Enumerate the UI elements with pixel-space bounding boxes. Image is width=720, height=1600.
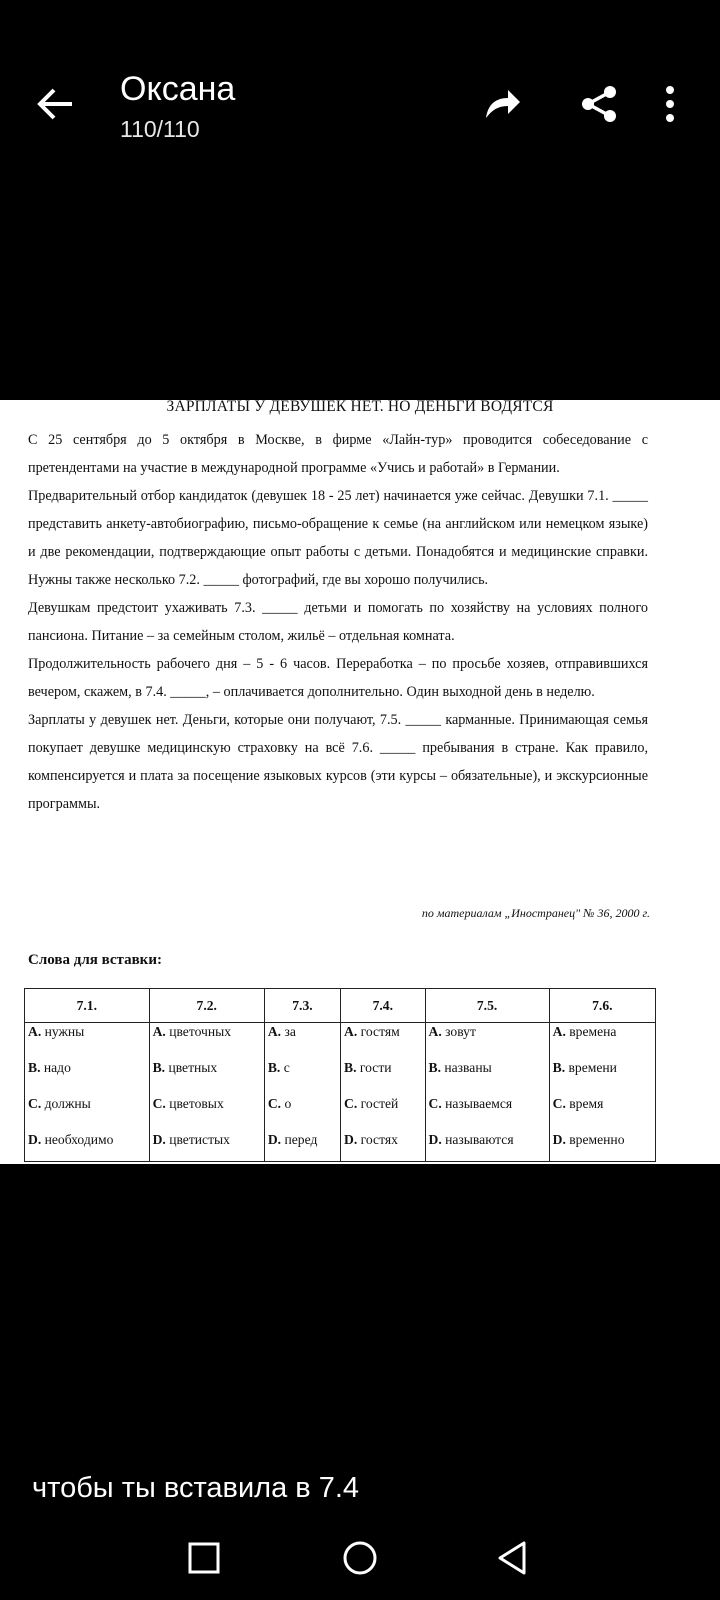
column-header: 7.6.	[549, 989, 655, 1023]
option-cell	[425, 1095, 549, 1131]
option-letter: D.	[344, 1132, 358, 1147]
table-row	[25, 1023, 656, 1060]
option-cell	[149, 1095, 264, 1131]
paragraph-4: Продолжительность рабочего дня – 5 - 6 часов. Переработка – по просьбе хозяев, отправившихся вечером, скажем, в 7.4. _____, – оплачивается дополнительно. Один выходной день в неделю.	[28, 656, 648, 700]
options-table	[24, 988, 656, 1162]
source-citation: по материалам „Иностранец" № 36, 2000 г.	[421, 906, 650, 920]
option-word: перед	[284, 1132, 318, 1147]
option-letter: B.	[428, 1060, 441, 1075]
option-letter: A.	[428, 1024, 442, 1039]
option-letter: C.	[152, 1096, 166, 1111]
forward-arrow-icon[interactable]	[480, 82, 524, 126]
document-title: ЗАРПЛАТЫ У ДЕВУШЕК НЕТ. НО ДЕНЬГИ ВОДЯТСЯ	[166, 398, 554, 415]
option-cell	[341, 1059, 425, 1095]
option-letter: C.	[428, 1096, 442, 1111]
option-word: называемся	[445, 1096, 513, 1111]
option-letter: D.	[552, 1132, 566, 1147]
option-word: цветистых	[169, 1132, 230, 1147]
column-header: 7.5.	[425, 989, 549, 1023]
option-cell	[425, 1131, 549, 1162]
option-cell	[341, 1023, 425, 1060]
option-word: гостям	[360, 1024, 400, 1039]
option-word: нужны	[44, 1024, 85, 1039]
option-cell	[149, 1023, 264, 1060]
viewer-toolbar	[0, 0, 720, 210]
paragraph-2: Предварительный отбор кандидаток (девушек 18 - 25 лет) начинается уже сейчас. Девушки 7.1. _____ представить анкету-автобиографию, письмо-обращение к семье (на английском или немецком языке) и две рекомендации, подтверждающие опыт работы с детьми. Понадобятся и медицинские справки. Нужны также несколько 7.2. _____ фотографий, где вы хорошо получились.	[28, 488, 648, 588]
option-cell	[549, 1131, 655, 1162]
option-letter: B.	[344, 1060, 357, 1075]
option-cell	[549, 1023, 655, 1060]
share-icon[interactable]	[578, 82, 622, 126]
option-cell	[25, 1059, 150, 1095]
option-letter: C.	[267, 1096, 282, 1111]
option-letter: C.	[28, 1096, 42, 1111]
option-word: надо	[43, 1060, 71, 1075]
option-word: гостях	[360, 1132, 398, 1147]
more-vert-icon[interactable]	[658, 82, 682, 126]
circle-home-icon[interactable]	[340, 1538, 380, 1578]
option-letter: D.	[428, 1132, 442, 1147]
triangle-back-icon[interactable]	[494, 1538, 534, 1578]
option-word: необходимо	[44, 1132, 114, 1147]
option-letter: A.	[344, 1024, 358, 1039]
option-word: о	[284, 1096, 292, 1111]
arrow-left-icon[interactable]	[36, 84, 76, 124]
option-letter: D.	[28, 1132, 42, 1147]
option-word: зовут	[445, 1024, 476, 1039]
option-cell	[149, 1059, 264, 1095]
paragraph-5: Зарплаты у девушек нет. Деньги, которые они получают, 7.5. _____ карманные. Принимающая семья покупает девушке медицинскую страховку на всё 7.6. _____ пребывания в стране. Как правило, компенсируется и плата за посещение языковых курсов (эти курсы – обязательные), и экскурсионные программы.	[28, 712, 648, 812]
option-word: гостей	[360, 1096, 399, 1111]
words-heading: Слова для вставки:	[28, 952, 162, 968]
option-cell	[549, 1059, 655, 1095]
column-header: 7.4.	[341, 989, 425, 1023]
paragraph-1: С 25 сентября до 5 октября в Москве, в фирме «Лайн-тур» проводится собеседование с претендентами на участие в международной программе «Учись и работай» в Германии.	[28, 432, 648, 476]
option-word: с	[283, 1060, 290, 1075]
option-word: должны	[44, 1096, 91, 1111]
option-letter: B.	[152, 1060, 166, 1075]
column-header: 7.3.	[264, 989, 340, 1023]
image-caption: чтобы ты вставила в 7.4	[32, 1472, 360, 1504]
option-cell	[149, 1131, 264, 1162]
option-cell	[425, 1023, 549, 1060]
option-cell	[425, 1059, 549, 1095]
option-letter: B.	[267, 1060, 281, 1075]
option-cell	[264, 1023, 340, 1060]
option-cell	[341, 1131, 425, 1162]
option-word: называются	[445, 1132, 514, 1147]
sender-name: Оксана	[120, 70, 236, 108]
option-cell	[264, 1131, 340, 1162]
option-word: время	[569, 1096, 604, 1111]
option-cell	[264, 1095, 340, 1131]
table-row	[25, 1131, 656, 1162]
paragraph-3: Девушкам предстоит ухаживать 7.3. _____ детьми и помогать по хозяйству на условиях полного пансиона. Питание – за семейным столом, жильё – отдельная комната.	[28, 600, 648, 644]
option-word: гости	[359, 1060, 392, 1075]
option-word: цветочных	[169, 1024, 232, 1039]
table-row	[25, 1095, 656, 1131]
option-cell	[341, 1095, 425, 1131]
option-letter: B.	[28, 1060, 41, 1075]
option-word: временно	[569, 1132, 625, 1147]
option-word: времени	[568, 1060, 617, 1075]
option-letter: C.	[344, 1096, 358, 1111]
column-header: 7.2.	[149, 989, 264, 1023]
document-text	[28, 426, 648, 818]
option-word: названы	[444, 1060, 492, 1075]
square-recent-icon[interactable]	[184, 1538, 224, 1578]
table-row	[25, 1059, 656, 1095]
option-word: времена	[569, 1024, 617, 1039]
image-counter: 110/110	[120, 116, 200, 142]
option-word: цветовых	[169, 1096, 224, 1111]
option-letter: D.	[267, 1132, 282, 1147]
option-cell	[264, 1059, 340, 1095]
option-letter: B.	[552, 1060, 566, 1075]
document-photo[interactable]	[0, 400, 720, 1164]
option-cell	[25, 1131, 150, 1162]
option-letter: A.	[28, 1024, 42, 1039]
option-letter: C.	[552, 1096, 566, 1111]
option-word: за	[284, 1024, 296, 1039]
option-word: цветных	[168, 1060, 218, 1075]
option-letter: A.	[152, 1024, 166, 1039]
column-header: 7.1.	[25, 989, 150, 1023]
option-letter: D.	[152, 1132, 166, 1147]
option-cell	[549, 1095, 655, 1131]
option-letter: A.	[552, 1024, 566, 1039]
option-letter: A.	[267, 1024, 282, 1039]
option-cell	[25, 1023, 150, 1060]
option-cell	[25, 1095, 150, 1131]
